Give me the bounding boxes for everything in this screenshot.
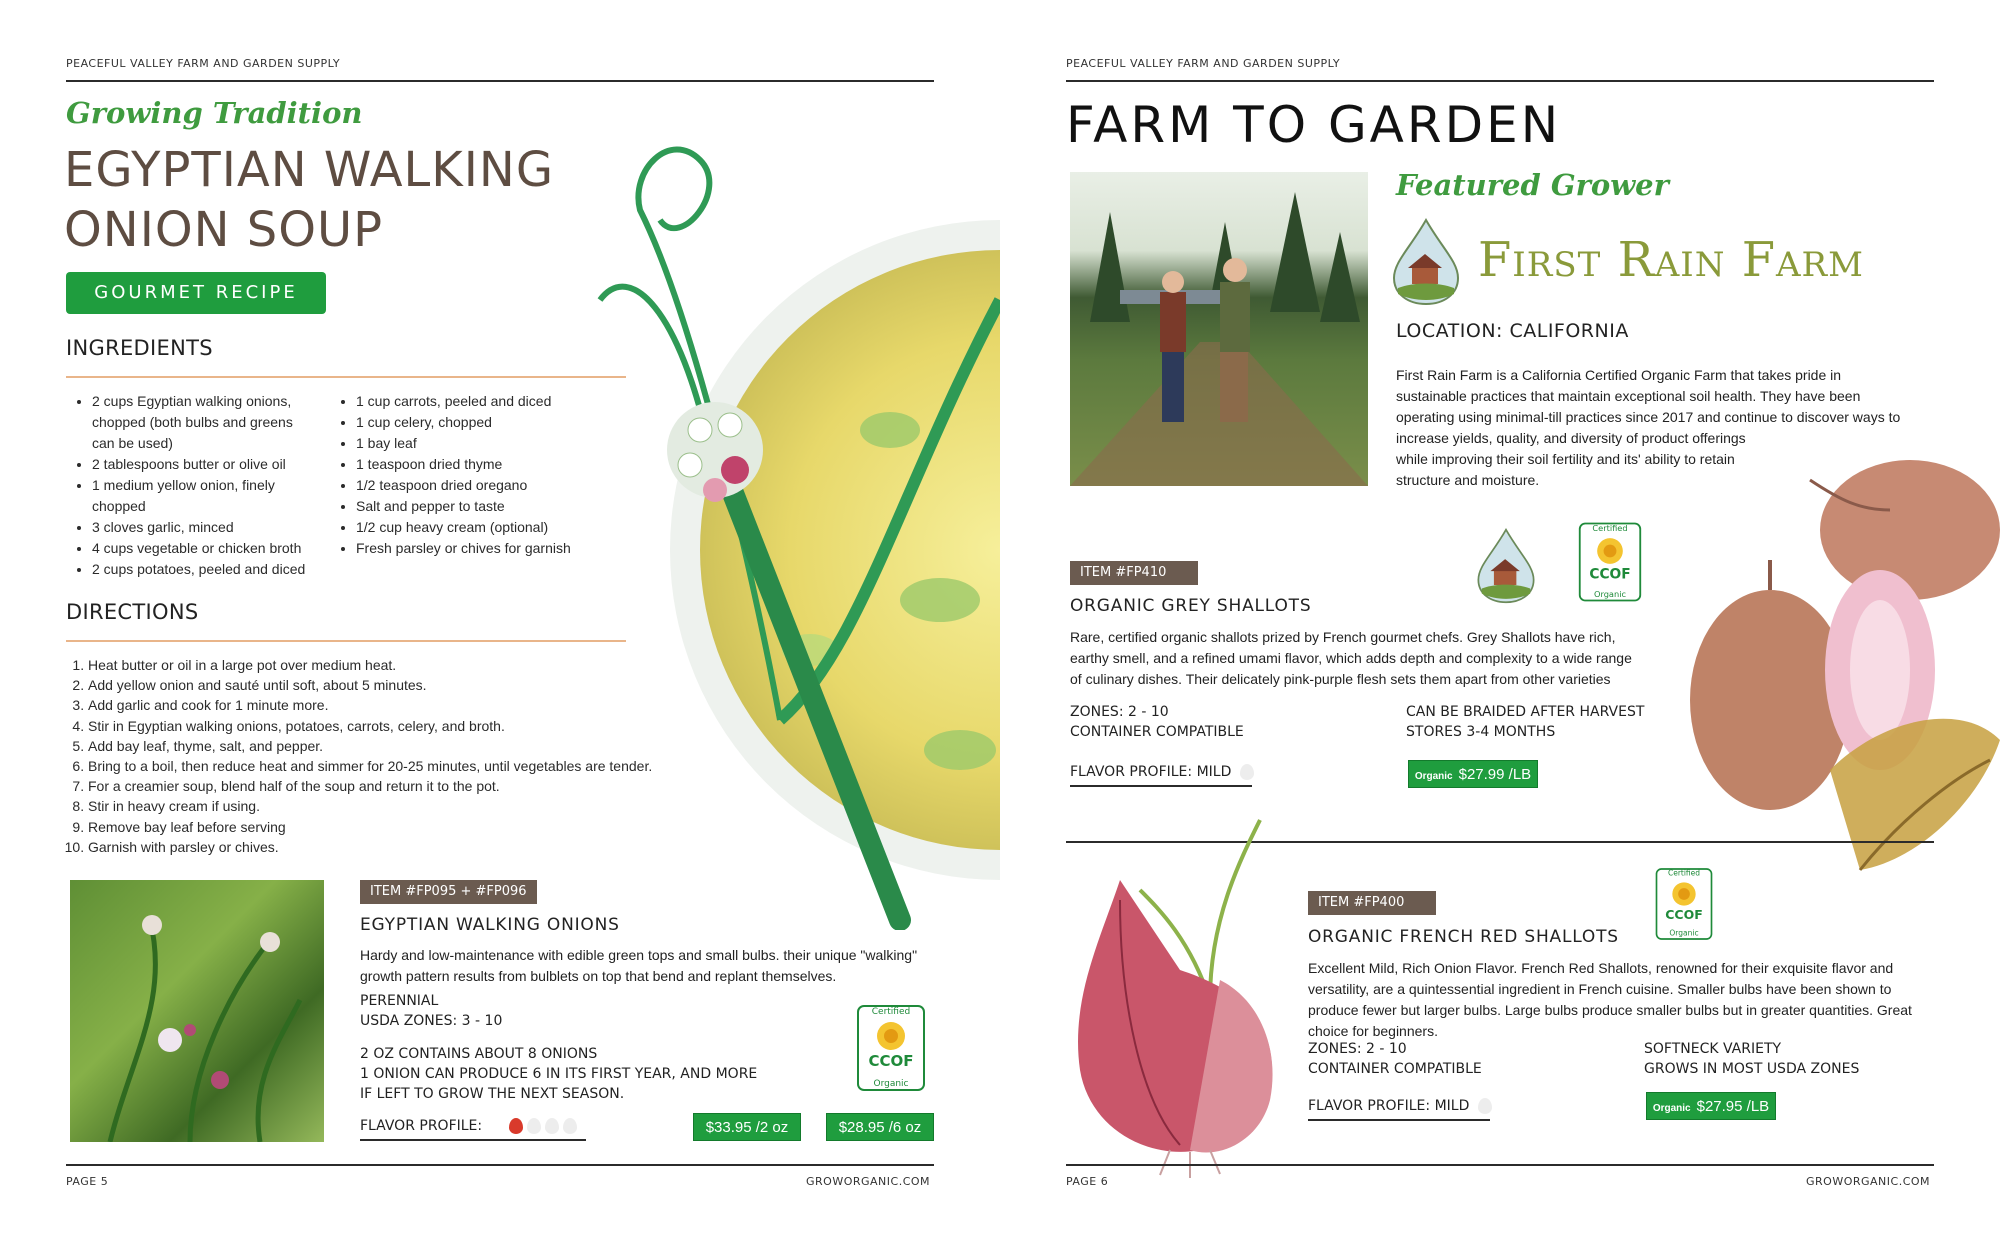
price-button-red-shallots[interactable]: [1646, 1092, 1776, 1120]
direction-step: 8. Stir in heavy cream if using.: [88, 796, 696, 816]
farm-location: LOCATION: CALIFORNIA: [1396, 320, 1629, 342]
footer-website[interactable]: GROWORGANIC.COM: [806, 1175, 931, 1188]
ingredient-item: • 3 cloves garlic, minced: [92, 517, 310, 538]
ingredient-item: • 2 cups potatoes, peeled and diced: [92, 559, 310, 580]
item-tag: ITEM #FP410: [1070, 561, 1198, 585]
ingredients-heading: INGREDIENTS: [66, 336, 213, 360]
product-attr-container: CONTAINER COMPATIBLE: [1308, 1061, 1482, 1077]
right-page: [1000, 0, 2000, 1250]
flavor-label: FLAVOR PROFILE: MILD: [1308, 1098, 1470, 1114]
flavor-label: FLAVOR PROFILE:: [360, 1118, 483, 1134]
flavor-drop-icon: [1478, 1098, 1492, 1114]
product-attr-zones: USDA ZONES: 3 - 10: [360, 1013, 503, 1029]
farm-desc-line: operating using minimal-till practices since 2017 and continue to discover ways to: [1396, 409, 1901, 425]
farmers-photo: [1070, 172, 1368, 486]
ccof-mid-text: CCOF: [1589, 566, 1631, 583]
direction-step: 2. Add yellow onion and sauté until soft, about 5 minutes.: [88, 675, 696, 695]
walking-onions-photo: [70, 880, 324, 1142]
first-rain-farm-badge: [1474, 528, 1538, 604]
item-tag: ITEM #FP095 + #FP096: [360, 880, 537, 904]
farm-desc-line: while improving their soil fertility and its' ability to retain: [1396, 451, 1735, 467]
ccof-bottom-text: Organic: [1669, 928, 1699, 938]
price-button-grey-shallots[interactable]: [1408, 760, 1538, 788]
directions-rule: [66, 640, 626, 642]
product-name: EGYPTIAN WALKING ONIONS: [360, 915, 620, 935]
direction-step: 10. Garnish with parsley or chives.: [88, 837, 696, 857]
product-attr-perennial: PERENNIAL: [360, 993, 439, 1009]
farm-desc-line: increase yields, quality, and diversity of product offerings: [1396, 430, 1746, 446]
direction-step: 1. Heat butter or oil in a large pot over medium heat.: [88, 655, 696, 675]
product-name: ORGANIC GREY SHALLOTS: [1070, 596, 1312, 616]
ingredient-item: • Salt and pepper to taste: [356, 496, 574, 517]
product-description: Excellent Mild, Rich Onion Flavor. French Red Shallots, renowned for their exquisite flavor and versatility, are a quintessential ingredient in French cuisine. Smaller bulbs have been shown to produce fewer but larger bulbs. Large bulbs produce smaller bulbs but in greater quantities. Great choice for beginners.: [1308, 960, 1912, 1039]
flavor-label: FLAVOR PROFILE: MILD: [1070, 764, 1232, 780]
product-attr-contains: 2 OZ CONTAINS ABOUT 8 ONIONS: [360, 1046, 598, 1062]
flavor-drop-empty-icon: [545, 1118, 559, 1134]
directions-heading: DIRECTIONS: [66, 600, 199, 624]
organic-label: Organic: [1414, 771, 1453, 782]
flavor-drop-icon: [1240, 764, 1254, 780]
ingredient-item: • 2 cups Egyptian walking onions, chopped (both bulbs and greens can be used): [92, 391, 310, 454]
flavor-profile: [1308, 1096, 1492, 1116]
direction-step: 4. Stir in Egyptian walking onions, potatoes, carrots, celery, and broth.: [88, 716, 696, 736]
direction-step: 6. Bring to a boil, then reduce heat and simmer for 20-25 minutes, until vegetables are tender.: [88, 756, 696, 776]
direction-step: 7. For a creamier soup, blend half of the soup and return it to the pot.: [88, 776, 696, 796]
flavor-profile: [1070, 762, 1254, 782]
flavor-underline: [360, 1139, 586, 1141]
direction-step: 9. Remove bay leaf before serving: [88, 817, 696, 837]
ingredient-item: • 1 cup celery, chopped: [356, 412, 574, 433]
red-shallot-illustration: [1060, 800, 1300, 1180]
price-value: $27.95 /LB: [1696, 1098, 1770, 1115]
ingredient-item: • Fresh parsley or chives for garnish: [356, 538, 574, 559]
flavor-drop-filled-icon: [509, 1118, 523, 1134]
ingredients-list-2: [334, 391, 574, 559]
farm-name: First Rain Farm: [1478, 232, 1864, 288]
page-number: PAGE 5: [66, 1175, 109, 1188]
product-attr-softneck: SOFTNECK VARIETY: [1644, 1041, 1782, 1057]
directions-list: [56, 655, 696, 857]
ingredient-item: • 2 tablespoons butter or olive oil: [92, 454, 310, 475]
footer-website[interactable]: GROWORGANIC.COM: [1806, 1175, 1931, 1188]
organic-label: Organic: [1652, 1103, 1691, 1114]
product-attr-zones: ZONES: 2 - 10: [1308, 1041, 1407, 1057]
ingredient-item: • 1 cup carrots, peeled and diced: [356, 391, 574, 412]
first-rain-farm-logo: [1390, 218, 1462, 306]
page-number: PAGE 6: [1066, 1175, 1109, 1188]
flavor-drop-empty-icon: [527, 1118, 541, 1134]
ccof-top-text: Certified: [1667, 868, 1701, 878]
header-rule: [1066, 80, 1934, 82]
ccof-bottom-text: Organic: [873, 1079, 909, 1089]
flavor-rating: [505, 1118, 577, 1134]
grey-shallots-illustration: [1660, 440, 2000, 900]
product-description: Hardy and low-maintenance with edible green tops and small bulbs. their unique "walking" growth pattern results from bulblets on top that bend and replant themselves.: [360, 947, 918, 984]
product-attr-season: IF LEFT TO GROW THE NEXT SEASON.: [360, 1086, 625, 1102]
flavor-drop-empty-icon: [563, 1118, 577, 1134]
product-name: ORGANIC FRENCH RED SHALLOTS: [1308, 927, 1619, 947]
product-attr-zones: ZONES: 2 - 10: [1070, 704, 1169, 720]
page-header: PEACEFUL VALLEY FARM AND GARDEN SUPPLY: [66, 57, 341, 70]
flavor-underline: [1308, 1119, 1490, 1121]
ingredient-item: • 1/2 teaspoon dried oregano: [356, 475, 574, 496]
page-title: FARM TO GARDEN: [1066, 96, 1562, 154]
direction-step: 5. Add bay leaf, thyme, salt, and pepper.: [88, 736, 696, 756]
product-attr-grows: GROWS IN MOST USDA ZONES: [1644, 1061, 1860, 1077]
farm-desc-line: First Rain Farm is a California Certified Organic Farm that takes pride in: [1396, 367, 1842, 383]
product-description: Rare, certified organic shallots prized by French gourmet chefs. Grey Shallots have rich, earthy smell, and a refined umami flavor, which adds depth and complexity to a wide range of culinary dishes. Their delicately pink-purple flesh sets them apart from other varieties: [1070, 629, 1632, 687]
ccof-certified-logo: [1576, 518, 1644, 606]
footer-rule: [1066, 1164, 1934, 1166]
recipe-title-line1: EGYPTIAN WALKING: [64, 142, 555, 198]
ccof-certified-logo: [1654, 862, 1714, 946]
farm-desc-line: structure and moisture.: [1396, 472, 1540, 488]
ingredients-rule: [66, 376, 626, 378]
ingredients-list-1: [70, 391, 310, 580]
product-attr-container: CONTAINER COMPATIBLE: [1070, 724, 1244, 740]
flavor-underline: [1070, 785, 1252, 787]
ccof-top-text: Certified: [871, 1007, 911, 1017]
product-attr-stores: STORES 3-4 MONTHS: [1406, 724, 1556, 740]
recipe-title-line2: ONION SOUP: [64, 202, 384, 258]
gourmet-recipe-button[interactable]: GOURMET RECIPE: [66, 272, 326, 314]
direction-step: 3. Add garlic and cook for 1 minute more.: [88, 695, 696, 715]
featured-grower-heading: Featured Grower: [1396, 168, 1669, 202]
ingredient-item: • 1/2 cup heavy cream (optional): [356, 517, 574, 538]
price-button-6oz[interactable]: $28.95 /6 oz: [826, 1113, 934, 1141]
price-value: $27.99 /LB: [1458, 766, 1532, 783]
product-attr-produce: 1 ONION CAN PRODUCE 6 IN ITS FIRST YEAR, AND MORE: [360, 1066, 758, 1082]
ccof-certified-logo: [855, 1000, 927, 1096]
page-header: PEACEFUL VALLEY FARM AND GARDEN SUPPLY: [1066, 57, 1341, 70]
ingredient-item: • 4 cups vegetable or chicken broth: [92, 538, 310, 559]
ingredient-item: • 1 teaspoon dried thyme: [356, 454, 574, 475]
script-heading: Growing Tradition: [66, 96, 363, 130]
ccof-top-text: Certified: [1592, 522, 1628, 533]
flavor-profile: [360, 1116, 577, 1136]
product-attr-braided: CAN BE BRAIDED AFTER HARVEST: [1406, 704, 1645, 720]
item-tag: ITEM #FP400: [1308, 891, 1436, 915]
ccof-mid-text: CCOF: [1665, 907, 1703, 922]
ccof-bottom-text: Organic: [1593, 588, 1627, 599]
price-button-2oz[interactable]: $33.95 /2 oz: [693, 1113, 801, 1141]
ccof-mid-text: CCOF: [868, 1052, 914, 1070]
header-rule: [66, 80, 934, 82]
footer-rule: [66, 1164, 934, 1166]
ingredient-item: • 1 medium yellow onion, finely chopped: [92, 475, 310, 517]
ingredient-item: • 1 bay leaf: [356, 433, 574, 454]
farm-desc-line: sustainable practices that maintain exceptional soil health. They have been: [1396, 388, 1861, 404]
